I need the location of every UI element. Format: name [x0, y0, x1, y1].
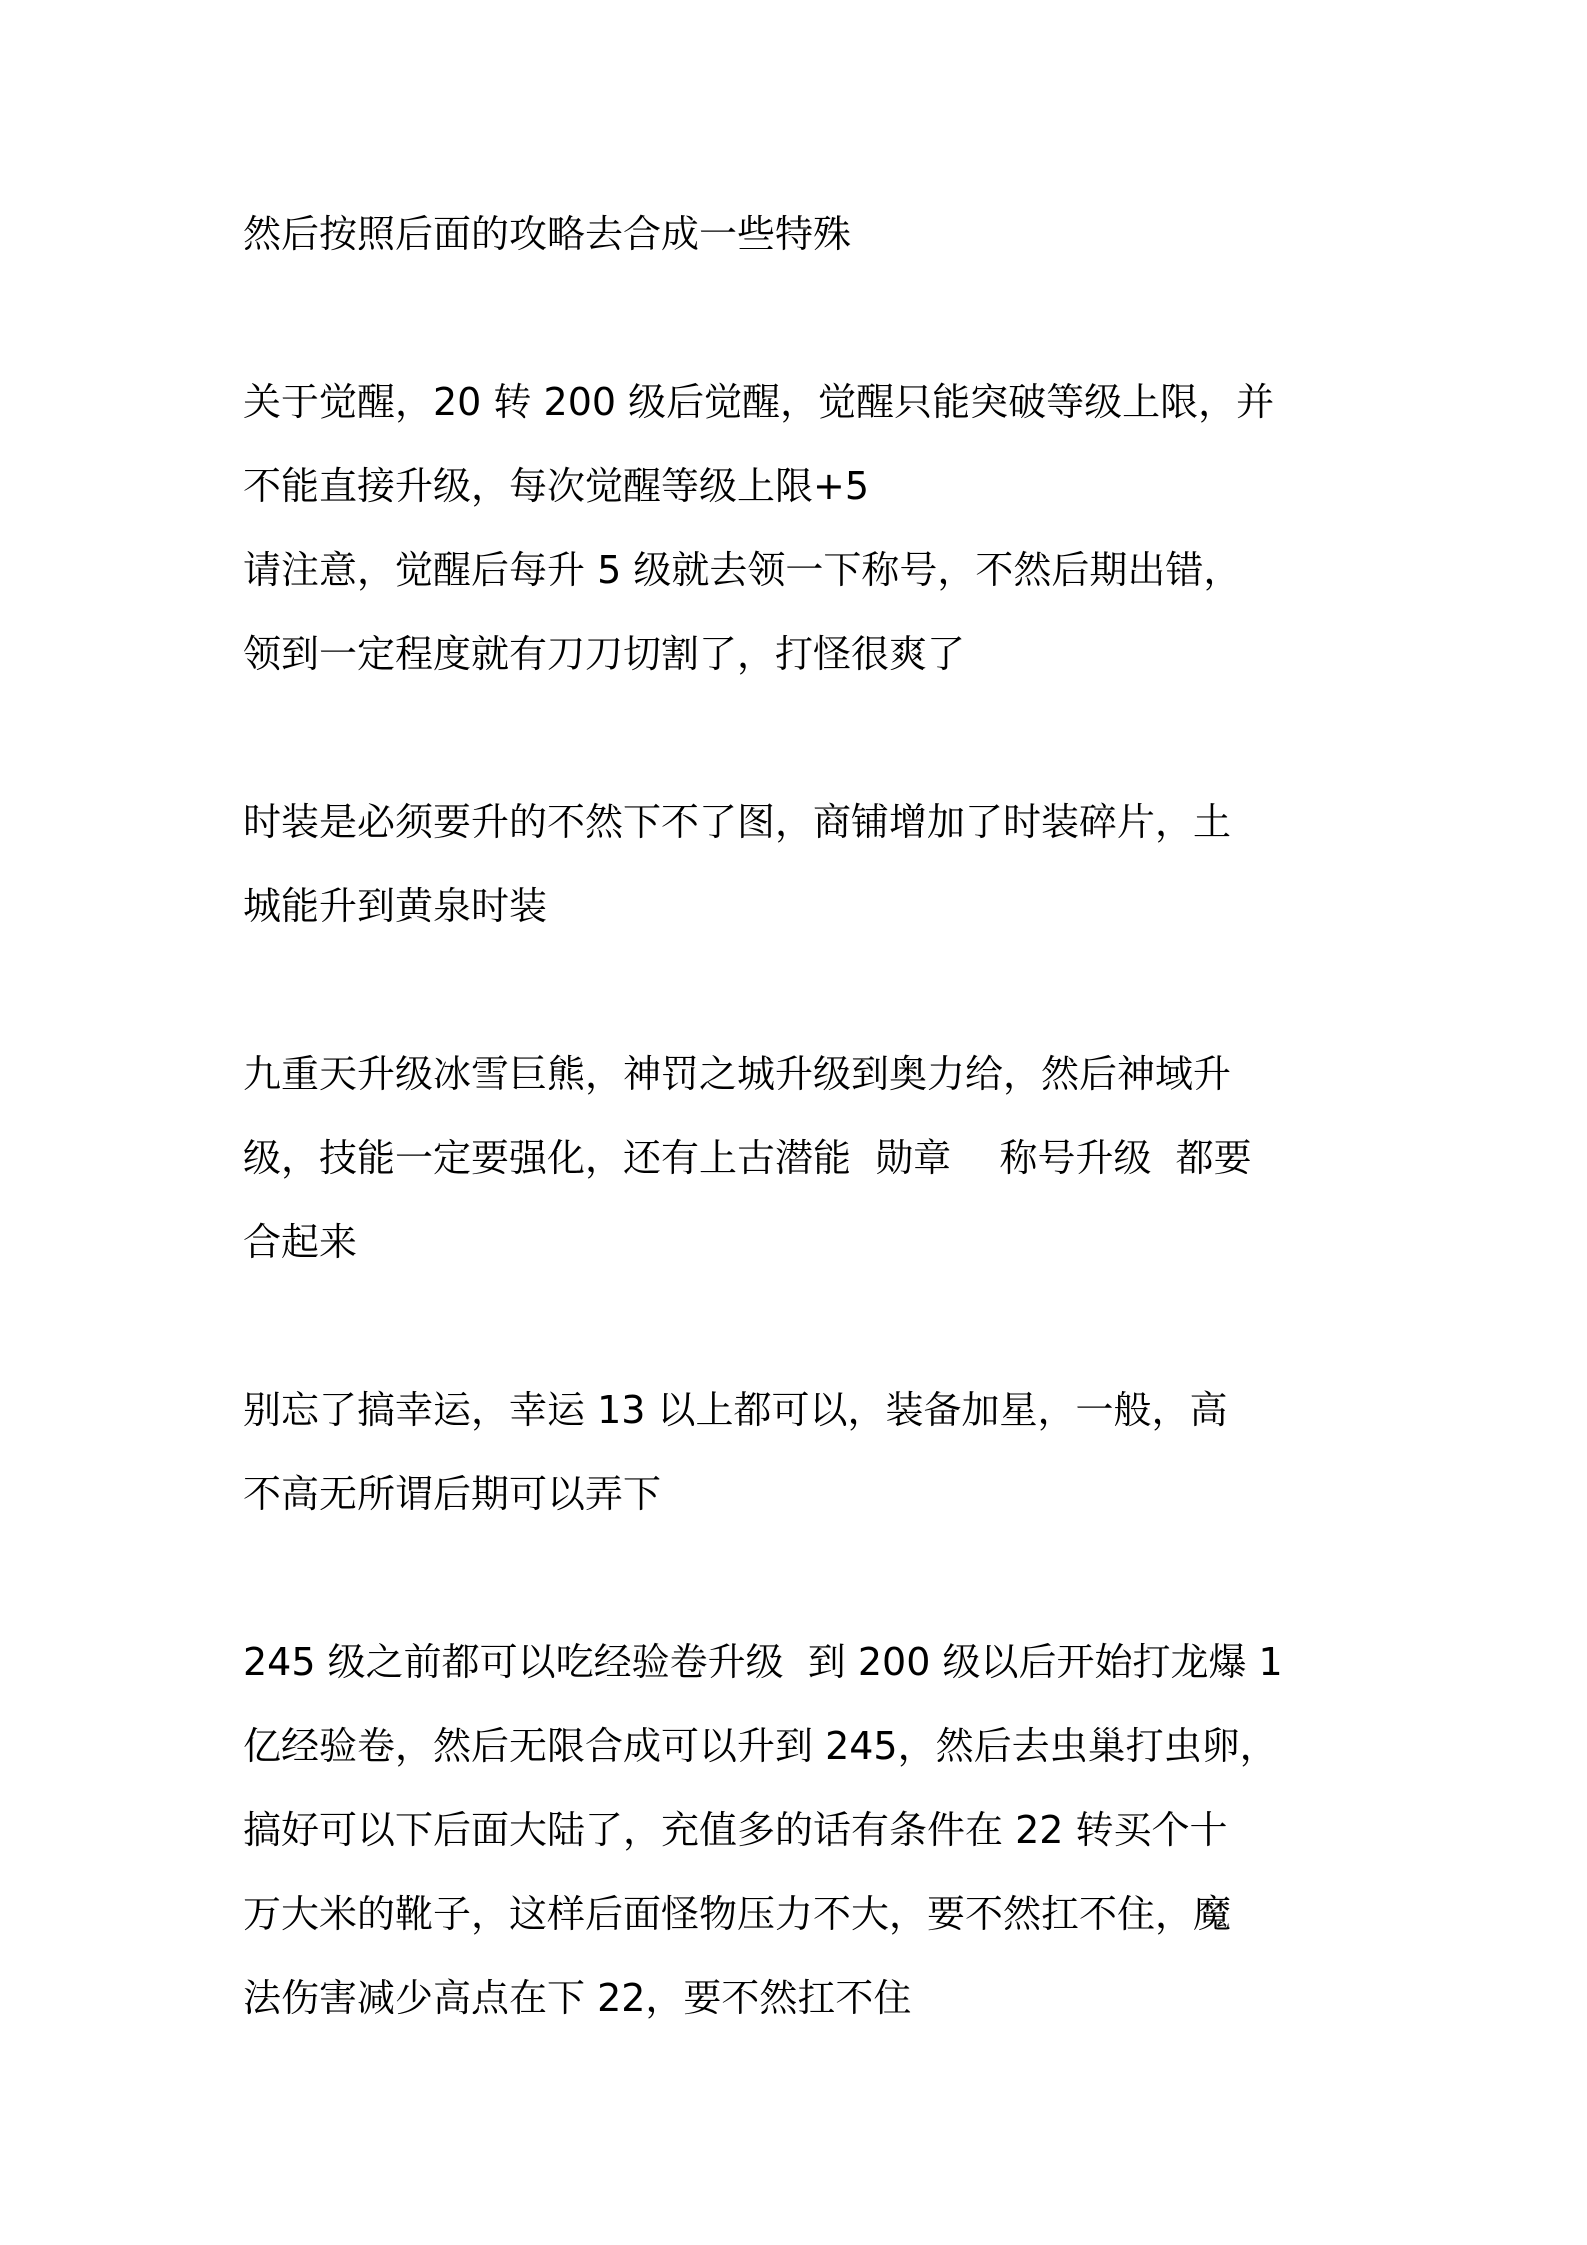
paragraph-luck	[243, 1368, 1358, 1536]
paragraph-intro	[243, 192, 1358, 276]
text-line: 万大米的靴子，这样后面怪物压力不大，要不然扛不住，魔	[243, 1892, 1232, 1936]
text-line: 九重天升级冰雪巨熊，神罚之城升级到奥力给，然后神域升	[243, 1052, 1232, 1096]
text-line: 不能直接升级，每次觉醒等级上限+5	[243, 464, 870, 508]
text-line: 合起来	[243, 1220, 358, 1264]
text-line: 245 级之前都可以吃经验卷升级 到 200 级以后开始打龙爆 1	[243, 1640, 1283, 1684]
text-line: 不高无所谓后期可以弄下	[243, 1472, 662, 1516]
text-line: 搞好可以下后面大陆了，充值多的话有条件在 22 转买个十	[243, 1808, 1228, 1852]
text-line: 法伤害减少高点在下 22，要不然扛不住	[243, 1976, 912, 2020]
paragraph-experience	[243, 1620, 1358, 2040]
paragraph-awakening	[243, 360, 1358, 696]
text-line: 领到一定程度就有刀刀切割了，打怪很爽了	[243, 632, 966, 676]
paragraph-upgrades	[243, 1032, 1358, 1284]
text-line: 请注意，觉醒后每升 5 级就去领一下称号，不然后期出错，	[243, 548, 1242, 592]
text-line: 关于觉醒，20 转 200 级后觉醒，觉醒只能突破等级上限，并	[243, 380, 1275, 424]
text-line: 城能升到黄泉时装	[243, 884, 548, 928]
paragraph-fashion	[243, 780, 1358, 948]
text-line: 亿经验卷，然后无限合成可以升到 245，然后去虫巢打虫卵，	[243, 1724, 1278, 1768]
text-line: 级，技能一定要强化，还有上古潜能 勋章 称号升级 都要	[243, 1136, 1252, 1180]
text-line: 别忘了搞幸运，幸运 13 以上都可以，装备加星，一般，高	[243, 1388, 1228, 1432]
text-line: 然后按照后面的攻略去合成一些特殊	[243, 212, 852, 256]
text-line: 时装是必须要升的不然下不了图，商铺增加了时装碎片，土	[243, 800, 1232, 844]
